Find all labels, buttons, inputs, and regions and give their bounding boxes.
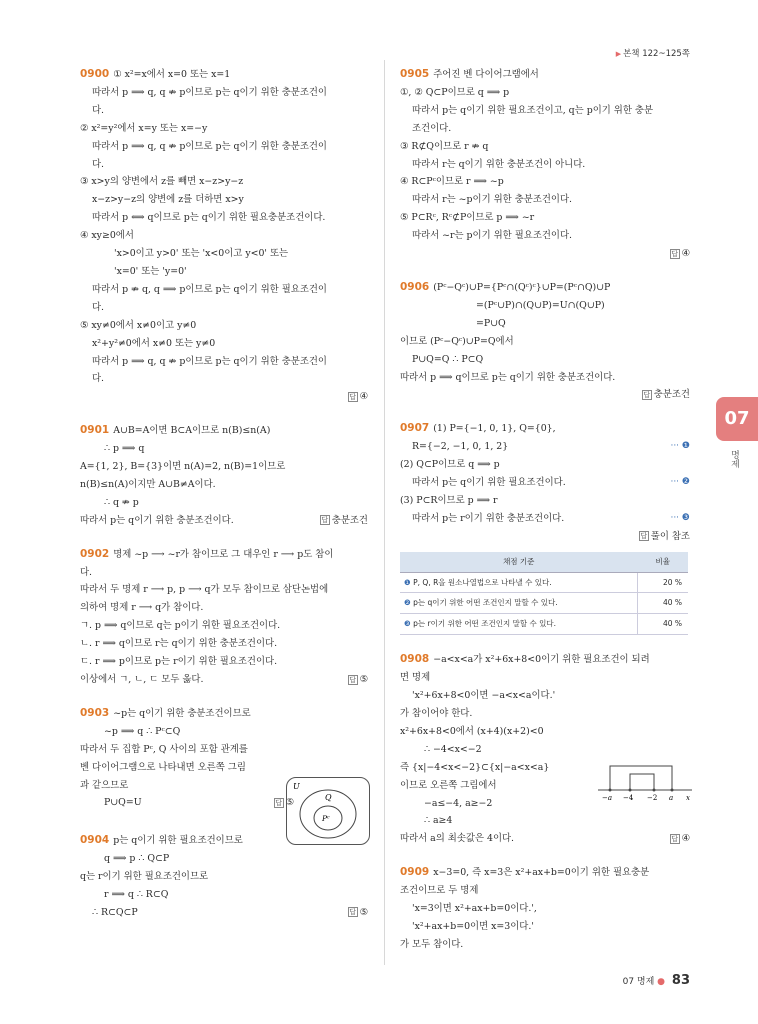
solution-line: 가 참이어야 한다.: [400, 708, 473, 719]
problem-number: 0905: [400, 68, 430, 80]
solution-line: ㄷ. r ⟹ p이므로 p는 r이기 위한 필요조건이다.: [80, 656, 278, 668]
answer-icon: 답: [349, 908, 356, 917]
answer-value: 충분조건: [331, 514, 368, 526]
answer-icon: 답: [671, 834, 678, 843]
answer-value: 풀이 참조: [650, 530, 690, 542]
answer-icon: 답: [349, 675, 356, 684]
solution-line: x−z>y−z의 양변에 z를 더하면 x>y: [92, 194, 244, 206]
solution-line: q ⟹ p ∴ Q⊂P: [104, 853, 170, 865]
problem-number: 0902: [80, 547, 110, 560]
solution-line: 면 명제: [400, 672, 431, 684]
marker-number: ❷: [681, 477, 690, 488]
solution-line: (1) P={−1, 0, 1}, Q={0},: [433, 423, 556, 435]
table-row: [400, 593, 688, 614]
criterion-text: p는 r이기 위한 어떤 조건인지 말할 수 있다.: [413, 619, 556, 629]
solution-line: 과 같으므로: [80, 779, 129, 791]
problem-0905: [400, 66, 690, 263]
answer-value: 충분조건: [653, 389, 690, 401]
solution-line: 따라서 p ⟹ q, q ⇏ p이므로 p는 q이기 위한 충분조건이: [92, 140, 327, 152]
solution-line: ∴ p ⟹ q: [104, 443, 145, 455]
solution-line: 다.: [92, 158, 105, 170]
solution-line: ④ R⊂Pᶜ이므로 r ⟹ ~p: [400, 176, 504, 188]
solution-line: 'x²+6x+8<0이면 −a<x<a이다.': [412, 690, 556, 702]
solution-line: 다.: [92, 301, 105, 313]
number-line-diagram: [598, 760, 696, 806]
solution-line: 따라서 p는 q이기 위한 필요조건이고, q는 p이기 위한 충분: [412, 104, 654, 116]
answer-icon: 답: [643, 390, 651, 399]
page-reference-text: 본책 122~125쪽: [623, 49, 690, 59]
page-number: 83: [671, 973, 690, 988]
solution-line: (2) Q⊂P이므로 q ⟹ p: [400, 459, 500, 471]
solution-line: 따라서 두 집합 Pᶜ, Q 사이의 포함 관계를: [80, 743, 248, 755]
problem-0908: [400, 651, 690, 848]
solution-line: (3) P⊂R이므로 p ⟹ r: [400, 494, 498, 506]
problem-number: 0901: [80, 424, 110, 437]
answer: [400, 386, 690, 404]
solution-line: ① x²=x에서 x=0 또는 x=1: [113, 69, 231, 80]
solution-line: p는 q이기 위한 필요조건이므로: [113, 835, 243, 847]
solution-line: 'x>0이고 y>0' 또는 'x<0이고 y<0' 또는: [114, 248, 289, 260]
right-column: [400, 66, 690, 970]
footer-dot-icon: ●: [657, 977, 666, 987]
solution-line: ㄴ. r ⟹ q이므로 r는 q이기 위한 충분조건이다.: [80, 638, 278, 650]
solution-line: 따라서 p ⟹ q, q ⇏ p이므로 p는 q이기 위한 충분조건이: [92, 355, 327, 367]
problem-number: 0906: [400, 280, 430, 293]
criterion-text: P, Q, R을 원소나열법으로 나타낼 수 있다.: [413, 577, 552, 587]
problem-number: 0909: [400, 866, 430, 879]
label-a: a: [669, 794, 674, 802]
solution-line: 가 모두 참이다.: [400, 938, 464, 950]
label-neg-2: −2: [647, 794, 658, 802]
solution-line: P∪Q=U: [104, 797, 142, 809]
solution-line: x−3=0, 즉 x=3은 x²+ax+b=0이기 위한 필요충분: [433, 867, 650, 879]
solution-line: 따라서 r는 ~p이기 위한 충분조건이다.: [412, 194, 573, 206]
column-divider: [384, 60, 385, 965]
step-marker-2: [670, 474, 690, 492]
criterion-ratio: 40 %: [638, 614, 689, 635]
solution-line: =(Pᶜ∪P)∩(Q∪P)=U∩(Q∪P): [476, 299, 605, 311]
solution-line: ⑤ P⊂Rᶜ, Rᶜ⊄P이므로 p ⟹ ~r: [400, 212, 535, 224]
criterion-text: p는 q이기 위한 어떤 조건인지 말할 수 있다.: [413, 598, 558, 608]
answer-icon: 답: [321, 516, 329, 525]
problem-0907: [400, 420, 690, 635]
answer: [400, 245, 690, 263]
solution-line: 다.: [92, 104, 105, 116]
point-neg-2: [653, 789, 656, 792]
solution-line: 따라서 p ⟹ q이므로 p는 q이기 위한 충분조건이다.: [400, 371, 616, 383]
label-neg-a: −a: [602, 794, 613, 802]
triangle-icon: ▶: [615, 50, 622, 58]
solution-line: 따라서 p는 q이기 위한 충분조건이다.: [80, 514, 234, 526]
table-header: 비율: [638, 552, 689, 572]
solution-line: 다.: [92, 373, 105, 385]
solution-line: 이므로 (Pᶜ−Qᶜ)∪P=Q에서: [400, 335, 514, 347]
label-x: x: [686, 794, 690, 802]
marker-dots: ···: [670, 512, 680, 523]
interval-4-2-bracket: [630, 774, 654, 790]
solution-line: −a<x<a가 x²+6x+8<0이기 위한 필요조건이 되려: [433, 654, 650, 666]
table-cell: [400, 572, 638, 593]
solution-line: 따라서 두 명제 r ⟶ p, p ⟶ q가 모두 참이므로 삼단논법에: [80, 584, 329, 596]
problem-0906: [400, 279, 690, 404]
chapter-tab-title: 명제: [729, 450, 739, 468]
solution-line: 따라서 p는 r이기 위한 충분조건이다.: [412, 512, 565, 524]
solution-line: 'x²+ax+b=0이면 x=3이다.': [412, 920, 534, 932]
solution-line: 의하여 명제 r ⟶ q가 참이다.: [80, 602, 204, 614]
solution-line: 즉 {x|−4<x<−2}⊂{x|−a<x<a}: [400, 761, 550, 773]
solution-line: ∴ R⊂Q⊂P: [92, 906, 138, 918]
problem-0901: [80, 422, 368, 529]
venn-diagram: [286, 777, 370, 845]
solution-line: r ⟹ q ∴ R⊂Q: [104, 889, 169, 901]
solution-line: 벤 다이어그램으로 나타내면 오른쪽 그림: [80, 761, 246, 773]
chapter-tab: 07: [716, 397, 758, 441]
problem-number: 0908: [400, 653, 430, 666]
interval-a-bracket: [610, 766, 672, 790]
marker-dots: ···: [670, 441, 680, 452]
problem-number: 0907: [400, 422, 430, 435]
solution-line: ∴ q ⇏ p: [104, 496, 139, 508]
solution-line: 따라서 r는 q이기 위한 충분조건이 아니다.: [412, 158, 586, 170]
solution-line: 따라서 a의 최솟값은 4이다.: [400, 833, 515, 845]
solution-line: x²+6x+8<0에서 (x+4)(x+2)<0: [400, 725, 544, 737]
answer: [400, 528, 690, 546]
criterion-ratio: 40 %: [638, 593, 689, 614]
answer-icon: 답: [275, 798, 282, 807]
venn-label-pc: Pᶜ: [322, 814, 330, 823]
answer-value: ⑤: [359, 906, 368, 918]
solution-line: ~p는 q이기 위한 충분조건이므로: [113, 707, 251, 719]
answer-value: ⑤: [359, 674, 368, 685]
solution-line: ∴ a≥4: [424, 815, 453, 827]
marker-number: ❸: [681, 512, 690, 523]
solution-line: 따라서 p ⇏ q, q ⟹ p이므로 p는 q이기 위한 필요조건이: [92, 283, 327, 295]
step-marker-3: [670, 510, 690, 528]
problem-0900: [80, 66, 368, 406]
solution-line: 'x=0' 또는 'y=0': [114, 265, 187, 277]
solution-line: =P∪Q: [476, 317, 506, 329]
solution-line: 따라서 ~r는 p이기 위한 필요조건이다.: [412, 230, 573, 242]
point-neg-4: [629, 789, 632, 792]
solution-line: ⑤ xy≠0에서 x≠0이고 y≠0: [80, 319, 197, 331]
solution-line: ∴ −4<x<−2: [424, 743, 482, 755]
solution-line: q는 r이기 위한 필요조건이므로: [80, 871, 209, 883]
solution-line: 이상에서 ㄱ, ㄴ, ㄷ 모두 옳다.: [80, 674, 204, 685]
solution-line: P∪Q=Q ∴ P⊂Q: [412, 353, 484, 365]
solution-line: 조건이다.: [412, 122, 452, 134]
solution-line: A={1, 2}, B={3}이면 n(A)=2, n(B)=1이므로: [80, 461, 286, 473]
table-row: [400, 572, 688, 593]
solution-line: ㄱ. p ⟹ q이므로 q는 p이기 위한 필요조건이다.: [80, 620, 281, 632]
solution-line: 따라서 p는 q이기 위한 필요조건이다.: [412, 477, 566, 489]
row-marker: ❸: [404, 619, 411, 629]
point-neg-a: [609, 789, 612, 792]
solution-line: ~p ⟹ q ∴ Pᶜ⊂Q: [104, 725, 181, 737]
problem-0902: [80, 546, 368, 689]
answer: [80, 388, 368, 406]
point-a: [671, 789, 674, 792]
solution-line: ①, ② Q⊂P이므로 q ⟹ p: [400, 86, 510, 98]
solution-line: x²+y²≠0에서 x≠0 또는 y≠0: [92, 337, 216, 349]
solution-line: 주어진 벤 다이어그램에서: [433, 69, 539, 80]
solution-line: ② x²=y²에서 x=y 또는 x=−y: [80, 122, 208, 134]
solution-line: (Pᶜ−Qᶜ)∪P={Pᶜ∩(Qᶜ)ᶜ}∪P=(Pᶜ∩Q)∪P: [433, 281, 611, 293]
table-header-row: [400, 552, 688, 572]
marker-number: ❶: [681, 441, 690, 452]
answer-icon: 답: [671, 249, 678, 258]
solution-line: 따라서 p ⟹ q, q ⇏ p이므로 p는 q이기 위한 충분조건이: [92, 86, 327, 98]
solution-line: 따라서 p ⟺ q이므로 p는 q이기 위한 필요충분조건이다.: [92, 212, 326, 224]
table-header: 채점 기준: [400, 552, 638, 572]
solution-line: ④ xy≥0에서: [80, 230, 134, 242]
criterion-ratio: 20 %: [638, 572, 689, 593]
solution-line: A∪B=A이면 B⊂A이므로 n(B)≤n(A): [113, 425, 271, 437]
solution-line: 이므로 오른쪽 그림에서: [400, 779, 497, 791]
table-cell: [400, 614, 638, 635]
problem-0909: [400, 864, 690, 954]
label-neg-4: −4: [623, 794, 634, 802]
row-marker: ❷: [404, 598, 411, 608]
solution-line: −a≤−4, a≥−2: [424, 797, 493, 809]
venn-diagram-svg: [287, 778, 369, 844]
problem-number: 0904: [80, 834, 110, 847]
answer-icon: 답: [640, 532, 648, 541]
grading-criteria-table: [400, 552, 688, 636]
venn-label-u: U: [293, 782, 300, 791]
footer-chapter: 07 명제: [622, 977, 655, 987]
solution-line: n(B)≤n(A)이지만 A∪B≠A이다.: [80, 478, 216, 490]
answer-value: ⑤: [285, 797, 294, 809]
solution-line: ③ x>y의 양변에서 z를 빼면 x−z>y−z: [80, 176, 244, 188]
problem-number: 0903: [80, 706, 110, 719]
page-footer: [623, 973, 690, 988]
number-line-svg: [598, 760, 696, 802]
solution-line: ③ R⊄Q이므로 r ⇏ q: [400, 140, 489, 152]
table-row: [400, 614, 688, 635]
venn-label-q: Q: [325, 793, 332, 802]
marker-dots: ···: [670, 477, 680, 488]
step-marker-1: [670, 438, 690, 456]
solution-line: R={−2, −1, 0, 1, 2}: [412, 441, 509, 453]
solution-line: 다.: [80, 566, 93, 578]
answer-value: ④: [681, 833, 690, 845]
answer-icon: 답: [349, 392, 356, 401]
solution-line: 'x=3이면 x²+ax+b=0이다.',: [412, 903, 537, 915]
solution-line: 조건이므로 두 명제: [400, 885, 479, 897]
table-cell: [400, 593, 638, 614]
solution-line: 명제 ~p ⟶ ~r가 참이므로 그 대우인 r ⟶ p도 참이: [113, 548, 334, 560]
problem-number: 0900: [80, 68, 110, 80]
row-marker: ❶: [404, 577, 411, 587]
answer-value: ④: [681, 248, 690, 260]
page-reference: [616, 47, 690, 59]
answer-value: ④: [359, 391, 368, 403]
